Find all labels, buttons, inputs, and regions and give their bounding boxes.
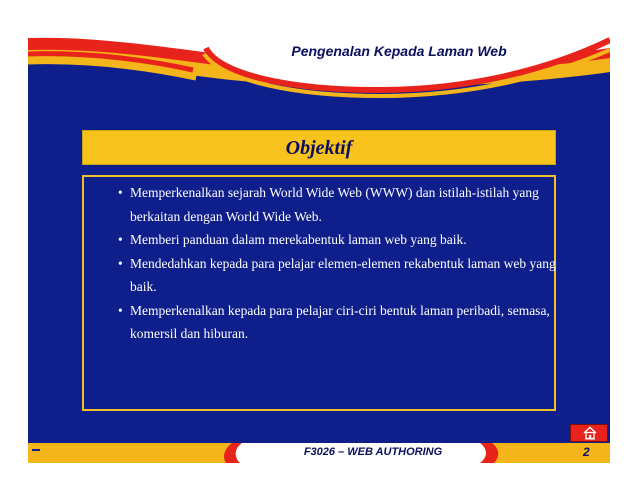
header-banner [28, 30, 610, 100]
objective-content-box [82, 175, 556, 411]
bullet-item: • Mendedahkan kepada para pelajar elemen-elemen rekabentuk laman web yang baik. [118, 252, 558, 299]
objective-title: Objektif [285, 137, 353, 159]
bullet-item: • Memberi panduan dalam merekabentuk laman web yang baik. [118, 228, 558, 252]
home-icon [583, 426, 597, 440]
footer-course-label: F3026 – WEB AUTHORING [303, 446, 443, 458]
slide [28, 30, 610, 463]
footer-mark [32, 449, 40, 451]
page-title: Pengenalan Kepada Laman Web [291, 43, 507, 59]
objective-bullet-list [118, 181, 558, 346]
objective-heading-bar [82, 130, 556, 165]
bullet-item: • Memperkenalkan kepada para pelajar ciri-ciri bentuk laman peribadi, semasa, komersil dan hiburan. [118, 299, 558, 346]
page-number: 2 [583, 445, 590, 459]
bullet-item: • Memperkenalkan sejarah World Wide Web (WWW) dan istilah-istilah yang berkaitan dengan World Wide Web. [118, 181, 558, 228]
home-button[interactable] [570, 424, 608, 442]
